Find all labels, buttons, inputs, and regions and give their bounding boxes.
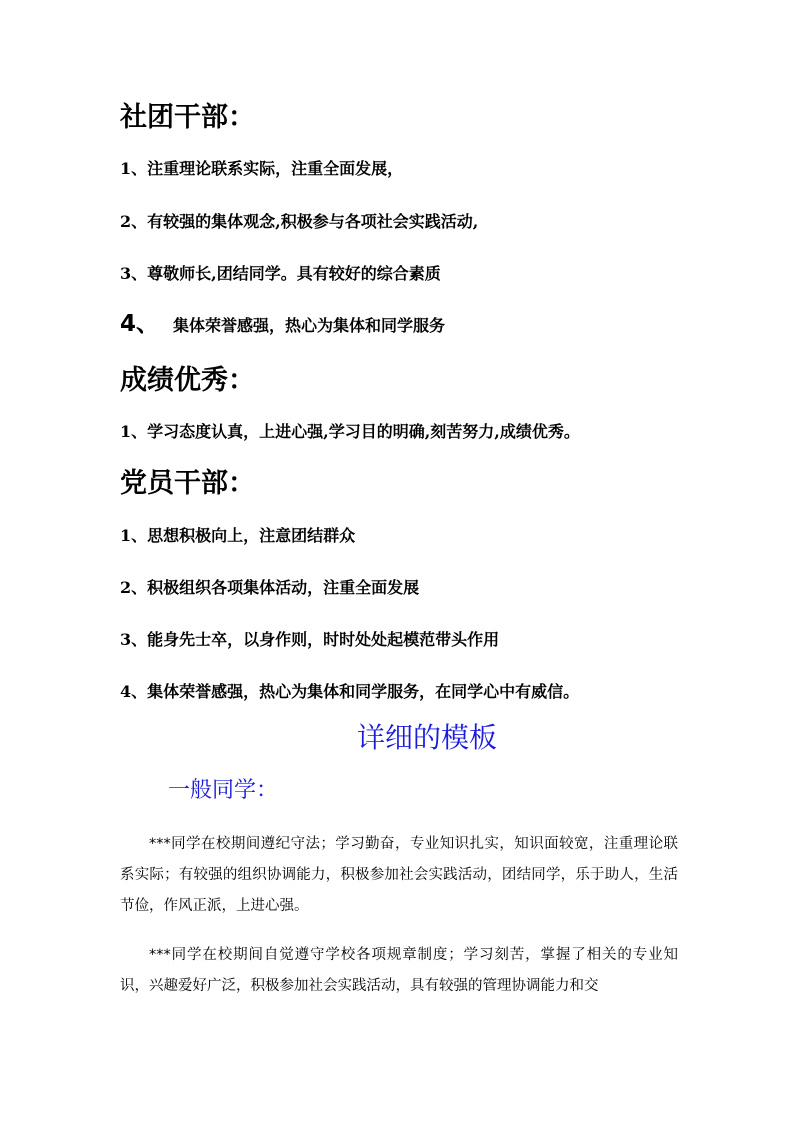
template-subtitle: 一般同学：: [168, 778, 279, 803]
club-cadre-item-2: 2、有较强的集体观念,积极参与各项社会实践活动,: [120, 212, 479, 231]
template-paragraph-1: ***同学在校期间遵纪守法；学习勤奋，专业知识扎实，知识面较宽，注重理论联系实际；有较强的组织协调能力，积极参加社会实践活动，团结同学，乐于助人，生活节俭，作风正派，上进心强。: [120, 836, 678, 914]
party-cadre-item-2: 2、积极组织各项集体活动，注重全面发展: [120, 578, 420, 597]
excellent-grades-item-1: 1、学习态度认真，上进心强,学习目的明确,刻苦努力,成绩优秀。: [120, 422, 580, 441]
club-cadre-item-4-text: 集体荣誉感强，热心为集体和同学服务: [173, 316, 446, 335]
party-cadre-item-3: 3、能身先士卒，以身作则，时时处处起模范带头作用: [120, 630, 500, 649]
template-title: 详细的模板: [356, 721, 497, 754]
club-cadre-item-3: 3、尊敬师长,团结同学。具有较好的综合素质: [120, 264, 441, 283]
club-cadre-item-4: [120, 313, 445, 337]
party-cadre-item-1: 1、思想积极向上，注意团结群众: [120, 526, 356, 545]
party-cadre-item-4: 4、集体荣誉感强，热心为集体和同学服务，在同学心中有威信。: [120, 682, 580, 701]
template-paragraph-2: ***同学在校期间自觉遵守学校各项规章制度；学习刻苦，掌握了相关的专业知识，兴趣爱好广泛，积极参加社会实践活动，具有较强的管理协调能力和交: [120, 947, 678, 994]
section-heading-club-cadre: 社团干部：: [120, 102, 255, 133]
section-heading-excellent-grades: 成绩优秀：: [120, 365, 255, 396]
club-cadre-item-4-number: 4、: [120, 311, 160, 337]
section-heading-party-cadre: 党员干部：: [120, 468, 255, 499]
club-cadre-item-1: 1、注重理论联系实际，注重全面发展，: [120, 159, 404, 178]
